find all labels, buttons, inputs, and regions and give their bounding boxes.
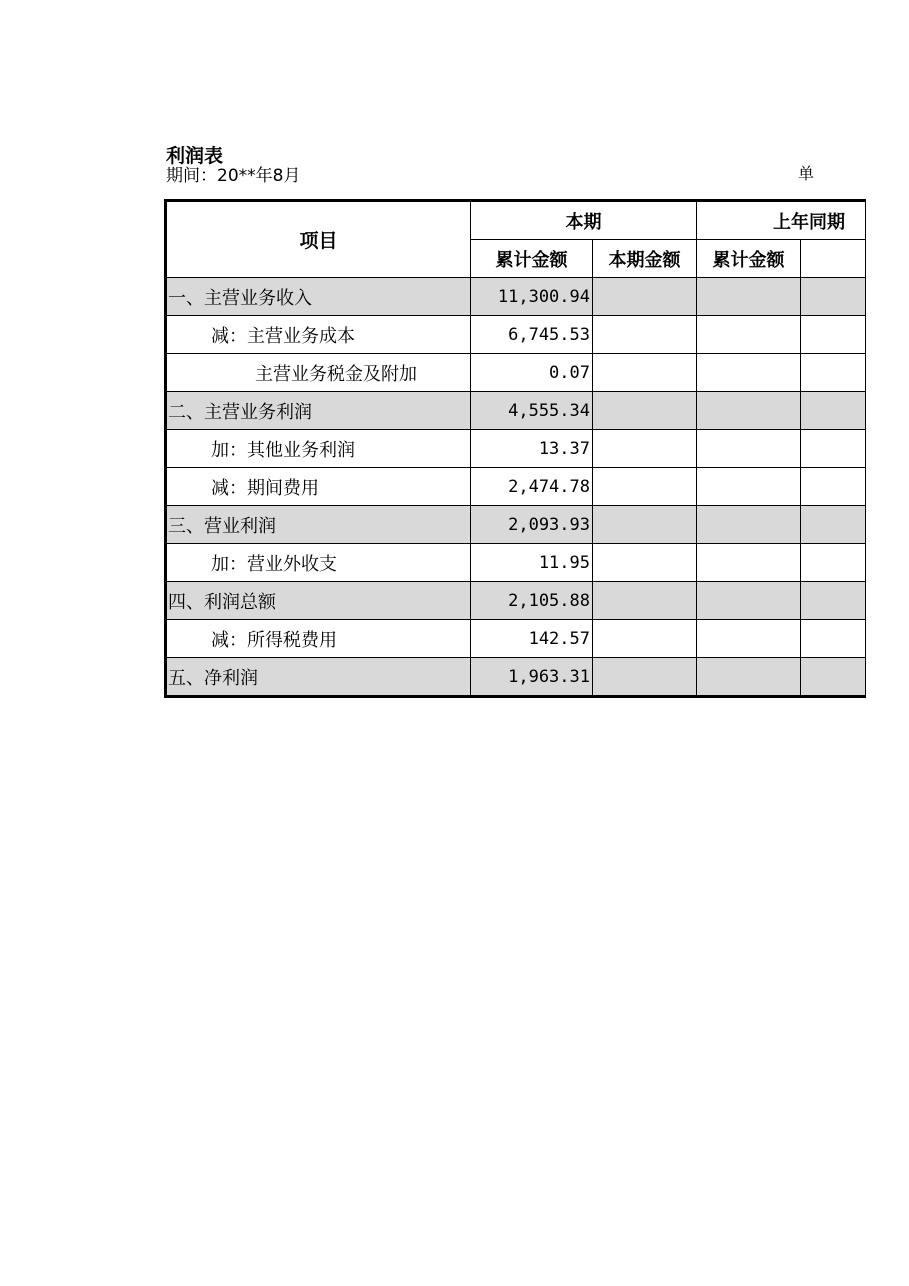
row-period — [593, 468, 697, 506]
row-cumulative: 1,963.31 — [471, 658, 593, 697]
table-row — [166, 354, 866, 392]
row-prior — [697, 278, 801, 316]
row-label: 四、利润总额 — [166, 582, 471, 620]
row-prior-extra — [801, 354, 866, 392]
row-cumulative: 142.57 — [471, 620, 593, 658]
row-prior-extra — [801, 658, 866, 697]
row-period — [593, 316, 697, 354]
header-cumulative-amount: 累计金额 — [471, 240, 593, 278]
row-prior-extra — [801, 392, 866, 430]
table-row — [166, 430, 866, 468]
row-cumulative: 2,105.88 — [471, 582, 593, 620]
table-row — [166, 582, 866, 620]
income-statement-sheet — [164, 199, 845, 693]
row-label: 减：期间费用 — [166, 468, 471, 506]
row-prior — [697, 468, 801, 506]
row-period — [593, 544, 697, 582]
header-row-1 — [166, 201, 866, 240]
table-row — [166, 658, 866, 697]
row-label: 加：其他业务利润 — [166, 430, 471, 468]
row-prior — [697, 392, 801, 430]
header-item: 项目 — [166, 201, 471, 278]
row-cumulative: 11.95 — [471, 544, 593, 582]
row-cumulative: 11,300.94 — [471, 278, 593, 316]
row-label: 三、营业利润 — [166, 506, 471, 544]
table-row — [166, 392, 866, 430]
row-label: 减：主营业务成本 — [166, 316, 471, 354]
row-period — [593, 582, 697, 620]
row-cumulative: 4,555.34 — [471, 392, 593, 430]
row-period — [593, 354, 697, 392]
header-prior-year: 上年同期 — [697, 201, 866, 240]
header-period-amount: 本期金额 — [593, 240, 697, 278]
table-row — [166, 316, 866, 354]
row-label: 五、净利润 — [166, 658, 471, 697]
row-label: 主营业务税金及附加 — [166, 354, 471, 392]
income-statement-table — [164, 199, 866, 698]
report-period: 期间：20**年8月 — [166, 166, 301, 186]
row-cumulative: 2,093.93 — [471, 506, 593, 544]
row-label: 一、主营业务收入 — [166, 278, 471, 316]
row-prior-extra — [801, 506, 866, 544]
row-prior — [697, 430, 801, 468]
row-prior — [697, 658, 801, 697]
row-prior — [697, 582, 801, 620]
table-row — [166, 278, 866, 316]
row-period — [593, 278, 697, 316]
row-prior-extra — [801, 582, 866, 620]
table-row — [166, 544, 866, 582]
header-current-period: 本期 — [471, 201, 697, 240]
row-label: 减：所得税费用 — [166, 620, 471, 658]
row-label: 加：营业外收支 — [166, 544, 471, 582]
row-prior-extra — [801, 278, 866, 316]
row-period — [593, 658, 697, 697]
row-prior — [697, 544, 801, 582]
row-prior-extra — [801, 316, 866, 354]
table-row — [166, 620, 866, 658]
row-prior — [697, 354, 801, 392]
row-cumulative: 0.07 — [471, 354, 593, 392]
row-label: 二、主营业务利润 — [166, 392, 471, 430]
header-prior-extra — [801, 240, 866, 278]
row-prior — [697, 620, 801, 658]
row-period — [593, 392, 697, 430]
row-prior-extra — [801, 620, 866, 658]
row-prior-extra — [801, 430, 866, 468]
table-row — [166, 468, 866, 506]
row-period — [593, 430, 697, 468]
row-cumulative: 13.37 — [471, 430, 593, 468]
truncated-unit-label: 单 — [798, 164, 815, 183]
row-prior-extra — [801, 468, 866, 506]
table-row — [166, 506, 866, 544]
row-period — [593, 620, 697, 658]
row-prior — [697, 506, 801, 544]
report-title: 利润表 — [166, 145, 224, 167]
row-cumulative: 6,745.53 — [471, 316, 593, 354]
row-cumulative: 2,474.78 — [471, 468, 593, 506]
row-prior — [697, 316, 801, 354]
row-period — [593, 506, 697, 544]
header-prior-cumulative-amount: 累计金额 — [697, 240, 801, 278]
row-prior-extra — [801, 544, 866, 582]
